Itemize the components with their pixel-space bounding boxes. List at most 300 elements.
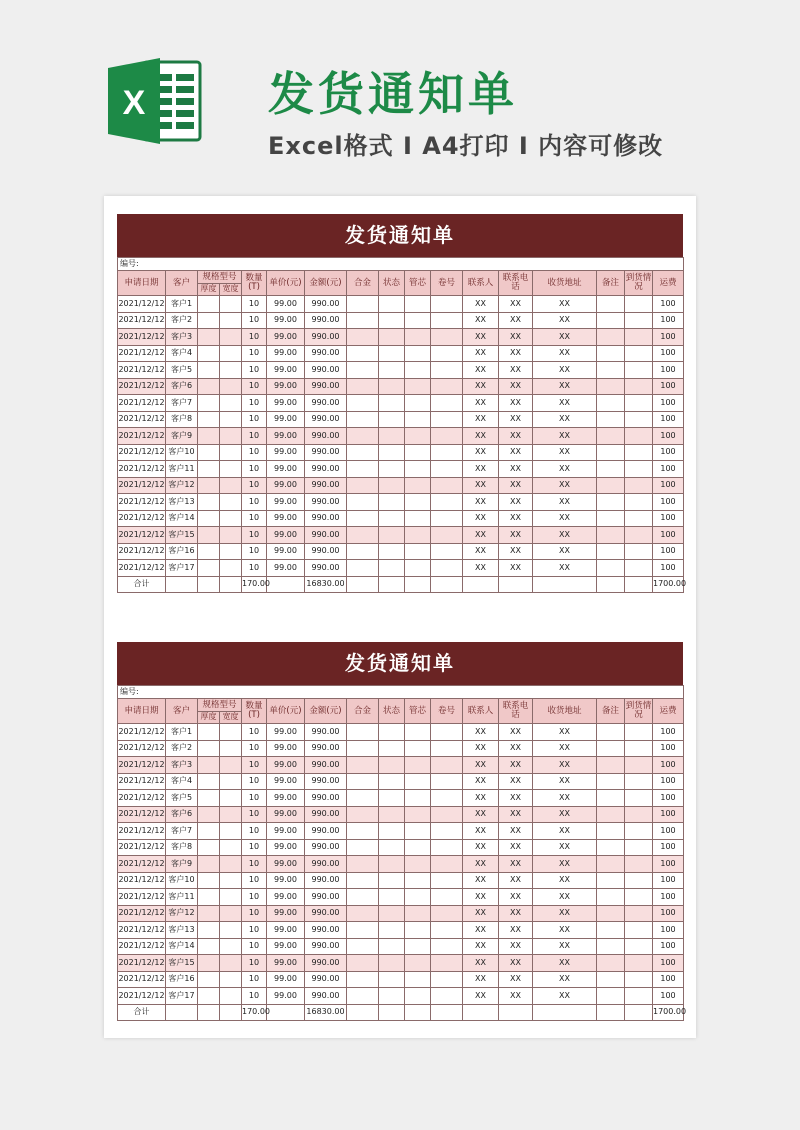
cell-roll-no[interactable] — [431, 477, 463, 494]
cell-amount[interactable]: 990.00 — [305, 955, 347, 972]
cell-phone[interactable]: XX — [499, 740, 533, 757]
cell-phone[interactable]: XX — [499, 905, 533, 922]
cell-arrival[interactable] — [625, 312, 653, 329]
cell-address[interactable]: XX — [533, 971, 597, 988]
cell-date[interactable]: 2021/12/12 — [118, 823, 166, 840]
cell-address[interactable]: XX — [533, 988, 597, 1005]
cell-width[interactable] — [220, 724, 242, 741]
total-width[interactable] — [220, 1004, 242, 1021]
cell-width[interactable] — [220, 395, 242, 412]
total-label[interactable]: 合计 — [118, 576, 166, 593]
cell-contact[interactable]: XX — [463, 444, 499, 461]
cell-roll-no[interactable] — [431, 856, 463, 873]
cell-thickness[interactable] — [198, 477, 220, 494]
cell-thickness[interactable] — [198, 444, 220, 461]
cell-amount[interactable]: 990.00 — [305, 740, 347, 757]
cell-status[interactable] — [379, 477, 405, 494]
cell-customer[interactable]: 客户5 — [166, 362, 198, 379]
cell-amount[interactable]: 990.00 — [305, 790, 347, 807]
cell-roll-no[interactable] — [431, 740, 463, 757]
cell-contact[interactable]: XX — [463, 543, 499, 560]
cell-remark[interactable] — [597, 312, 625, 329]
cell-date[interactable]: 2021/12/12 — [118, 428, 166, 445]
cell-freight[interactable]: 100 — [653, 955, 684, 972]
cell-alloy[interactable] — [347, 856, 379, 873]
cell-roll-no[interactable] — [431, 790, 463, 807]
cell-qty[interactable]: 10 — [242, 988, 267, 1005]
cell-customer[interactable]: 客户11 — [166, 889, 198, 906]
cell-thickness[interactable] — [198, 773, 220, 790]
cell-amount[interactable]: 990.00 — [305, 428, 347, 445]
cell-phone[interactable]: XX — [499, 345, 533, 362]
cell-core[interactable] — [405, 362, 431, 379]
cell-amount[interactable]: 990.00 — [305, 938, 347, 955]
cell-status[interactable] — [379, 543, 405, 560]
cell-thickness[interactable] — [198, 922, 220, 939]
cell-alloy[interactable] — [347, 757, 379, 774]
cell-contact[interactable]: XX — [463, 856, 499, 873]
cell-amount[interactable]: 990.00 — [305, 395, 347, 412]
cell-price[interactable]: 99.00 — [267, 345, 305, 362]
cell-remark[interactable] — [597, 543, 625, 560]
cell-date[interactable]: 2021/12/12 — [118, 510, 166, 527]
total-roll-no[interactable] — [431, 1004, 463, 1021]
cell-phone[interactable]: XX — [499, 510, 533, 527]
cell-date[interactable]: 2021/12/12 — [118, 922, 166, 939]
cell-date[interactable]: 2021/12/12 — [118, 905, 166, 922]
cell-thickness[interactable] — [198, 724, 220, 741]
cell-address[interactable]: XX — [533, 329, 597, 346]
cell-alloy[interactable] — [347, 444, 379, 461]
cell-remark[interactable] — [597, 889, 625, 906]
cell-roll-no[interactable] — [431, 312, 463, 329]
cell-qty[interactable]: 10 — [242, 872, 267, 889]
total-label[interactable]: 合计 — [118, 1004, 166, 1021]
cell-amount[interactable]: 990.00 — [305, 806, 347, 823]
cell-date[interactable]: 2021/12/12 — [118, 955, 166, 972]
cell-remark[interactable] — [597, 938, 625, 955]
cell-status[interactable] — [379, 329, 405, 346]
cell-core[interactable] — [405, 740, 431, 757]
cell-qty[interactable]: 10 — [242, 856, 267, 873]
cell-arrival[interactable] — [625, 889, 653, 906]
cell-price[interactable]: 99.00 — [267, 856, 305, 873]
cell-arrival[interactable] — [625, 872, 653, 889]
cell-freight[interactable]: 100 — [653, 988, 684, 1005]
cell-phone[interactable]: XX — [499, 296, 533, 313]
cell-qty[interactable]: 10 — [242, 740, 267, 757]
cell-arrival[interactable] — [625, 461, 653, 478]
total-amount[interactable]: 16830.00 — [305, 576, 347, 593]
cell-customer[interactable]: 客户9 — [166, 428, 198, 445]
cell-contact[interactable]: XX — [463, 988, 499, 1005]
cell-amount[interactable]: 990.00 — [305, 560, 347, 577]
cell-status[interactable] — [379, 411, 405, 428]
cell-remark[interactable] — [597, 296, 625, 313]
cell-width[interactable] — [220, 296, 242, 313]
cell-price[interactable]: 99.00 — [267, 477, 305, 494]
cell-freight[interactable]: 100 — [653, 312, 684, 329]
cell-alloy[interactable] — [347, 955, 379, 972]
cell-width[interactable] — [220, 988, 242, 1005]
cell-alloy[interactable] — [347, 839, 379, 856]
cell-core[interactable] — [405, 428, 431, 445]
cell-arrival[interactable] — [625, 938, 653, 955]
cell-date[interactable]: 2021/12/12 — [118, 543, 166, 560]
cell-arrival[interactable] — [625, 510, 653, 527]
cell-customer[interactable]: 客户17 — [166, 560, 198, 577]
total-thickness[interactable] — [198, 1004, 220, 1021]
cell-amount[interactable]: 990.00 — [305, 988, 347, 1005]
cell-qty[interactable]: 10 — [242, 806, 267, 823]
cell-core[interactable] — [405, 494, 431, 511]
cell-amount[interactable]: 990.00 — [305, 494, 347, 511]
cell-price[interactable]: 99.00 — [267, 378, 305, 395]
cell-price[interactable]: 99.00 — [267, 988, 305, 1005]
cell-contact[interactable]: XX — [463, 872, 499, 889]
cell-qty[interactable]: 10 — [242, 724, 267, 741]
cell-price[interactable]: 99.00 — [267, 922, 305, 939]
cell-qty[interactable]: 10 — [242, 411, 267, 428]
cell-date[interactable]: 2021/12/12 — [118, 790, 166, 807]
cell-address[interactable]: XX — [533, 889, 597, 906]
cell-alloy[interactable] — [347, 461, 379, 478]
cell-qty[interactable]: 10 — [242, 773, 267, 790]
cell-roll-no[interactable] — [431, 938, 463, 955]
cell-price[interactable]: 99.00 — [267, 955, 305, 972]
cell-address[interactable]: XX — [533, 527, 597, 544]
cell-address[interactable]: XX — [533, 560, 597, 577]
cell-price[interactable]: 99.00 — [267, 296, 305, 313]
cell-amount[interactable]: 990.00 — [305, 757, 347, 774]
cell-roll-no[interactable] — [431, 329, 463, 346]
cell-remark[interactable] — [597, 757, 625, 774]
cell-amount[interactable]: 990.00 — [305, 296, 347, 313]
cell-thickness[interactable] — [198, 296, 220, 313]
cell-price[interactable]: 99.00 — [267, 494, 305, 511]
cell-thickness[interactable] — [198, 345, 220, 362]
cell-contact[interactable]: XX — [463, 560, 499, 577]
cell-thickness[interactable] — [198, 494, 220, 511]
cell-freight[interactable]: 100 — [653, 444, 684, 461]
total-arrival[interactable] — [625, 576, 653, 593]
cell-freight[interactable]: 100 — [653, 395, 684, 412]
cell-customer[interactable]: 客户11 — [166, 461, 198, 478]
cell-qty[interactable]: 10 — [242, 839, 267, 856]
cell-remark[interactable] — [597, 527, 625, 544]
cell-amount[interactable]: 990.00 — [305, 527, 347, 544]
cell-alloy[interactable] — [347, 790, 379, 807]
total-width[interactable] — [220, 576, 242, 593]
cell-core[interactable] — [405, 773, 431, 790]
cell-core[interactable] — [405, 839, 431, 856]
cell-width[interactable] — [220, 790, 242, 807]
cell-customer[interactable]: 客户15 — [166, 527, 198, 544]
cell-qty[interactable]: 10 — [242, 955, 267, 972]
cell-contact[interactable]: XX — [463, 922, 499, 939]
cell-date[interactable]: 2021/12/12 — [118, 740, 166, 757]
cell-contact[interactable]: XX — [463, 773, 499, 790]
cell-customer[interactable]: 客户4 — [166, 773, 198, 790]
cell-freight[interactable]: 100 — [653, 922, 684, 939]
cell-remark[interactable] — [597, 773, 625, 790]
cell-core[interactable] — [405, 724, 431, 741]
cell-price[interactable]: 99.00 — [267, 329, 305, 346]
total-qty[interactable]: 170.00 — [242, 576, 267, 593]
cell-price[interactable]: 99.00 — [267, 312, 305, 329]
cell-freight[interactable]: 100 — [653, 740, 684, 757]
cell-amount[interactable]: 990.00 — [305, 411, 347, 428]
cell-phone[interactable]: XX — [499, 889, 533, 906]
cell-width[interactable] — [220, 773, 242, 790]
cell-roll-no[interactable] — [431, 757, 463, 774]
cell-customer[interactable]: 客户16 — [166, 971, 198, 988]
total-status[interactable] — [379, 576, 405, 593]
cell-price[interactable]: 99.00 — [267, 971, 305, 988]
cell-contact[interactable]: XX — [463, 527, 499, 544]
cell-address[interactable]: XX — [533, 345, 597, 362]
total-qty[interactable]: 170.00 — [242, 1004, 267, 1021]
cell-alloy[interactable] — [347, 740, 379, 757]
cell-status[interactable] — [379, 461, 405, 478]
cell-thickness[interactable] — [198, 757, 220, 774]
cell-amount[interactable]: 990.00 — [305, 543, 347, 560]
cell-width[interactable] — [220, 411, 242, 428]
cell-roll-no[interactable] — [431, 889, 463, 906]
cell-price[interactable]: 99.00 — [267, 839, 305, 856]
cell-width[interactable] — [220, 494, 242, 511]
cell-width[interactable] — [220, 856, 242, 873]
cell-core[interactable] — [405, 527, 431, 544]
cell-width[interactable] — [220, 872, 242, 889]
cell-date[interactable]: 2021/12/12 — [118, 527, 166, 544]
total-contact[interactable] — [463, 1004, 499, 1021]
cell-price[interactable]: 99.00 — [267, 527, 305, 544]
cell-phone[interactable]: XX — [499, 527, 533, 544]
cell-customer[interactable]: 客户3 — [166, 757, 198, 774]
cell-arrival[interactable] — [625, 856, 653, 873]
cell-width[interactable] — [220, 806, 242, 823]
cell-alloy[interactable] — [347, 477, 379, 494]
cell-phone[interactable]: XX — [499, 806, 533, 823]
cell-freight[interactable]: 100 — [653, 839, 684, 856]
cell-alloy[interactable] — [347, 378, 379, 395]
cell-status[interactable] — [379, 790, 405, 807]
cell-freight[interactable]: 100 — [653, 362, 684, 379]
cell-phone[interactable]: XX — [499, 757, 533, 774]
cell-width[interactable] — [220, 428, 242, 445]
cell-amount[interactable]: 990.00 — [305, 773, 347, 790]
cell-phone[interactable]: XX — [499, 773, 533, 790]
cell-remark[interactable] — [597, 955, 625, 972]
cell-core[interactable] — [405, 296, 431, 313]
cell-core[interactable] — [405, 395, 431, 412]
cell-status[interactable] — [379, 724, 405, 741]
cell-alloy[interactable] — [347, 773, 379, 790]
cell-phone[interactable]: XX — [499, 395, 533, 412]
cell-date[interactable]: 2021/12/12 — [118, 395, 166, 412]
cell-core[interactable] — [405, 329, 431, 346]
cell-date[interactable]: 2021/12/12 — [118, 806, 166, 823]
cell-phone[interactable]: XX — [499, 971, 533, 988]
cell-amount[interactable]: 990.00 — [305, 889, 347, 906]
cell-customer[interactable]: 客户3 — [166, 329, 198, 346]
cell-remark[interactable] — [597, 740, 625, 757]
cell-customer[interactable]: 客户4 — [166, 345, 198, 362]
cell-address[interactable]: XX — [533, 477, 597, 494]
cell-contact[interactable]: XX — [463, 510, 499, 527]
cell-core[interactable] — [405, 806, 431, 823]
cell-phone[interactable]: XX — [499, 560, 533, 577]
cell-roll-no[interactable] — [431, 543, 463, 560]
cell-contact[interactable]: XX — [463, 428, 499, 445]
cell-date[interactable]: 2021/12/12 — [118, 839, 166, 856]
total-arrival[interactable] — [625, 1004, 653, 1021]
cell-qty[interactable]: 10 — [242, 889, 267, 906]
cell-phone[interactable]: XX — [499, 790, 533, 807]
cell-date[interactable]: 2021/12/12 — [118, 757, 166, 774]
cell-alloy[interactable] — [347, 411, 379, 428]
cell-date[interactable]: 2021/12/12 — [118, 872, 166, 889]
cell-address[interactable]: XX — [533, 461, 597, 478]
cell-arrival[interactable] — [625, 988, 653, 1005]
cell-contact[interactable]: XX — [463, 378, 499, 395]
cell-roll-no[interactable] — [431, 872, 463, 889]
total-address[interactable] — [533, 1004, 597, 1021]
cell-date[interactable]: 2021/12/12 — [118, 971, 166, 988]
cell-address[interactable]: XX — [533, 938, 597, 955]
cell-core[interactable] — [405, 790, 431, 807]
cell-amount[interactable]: 990.00 — [305, 477, 347, 494]
cell-arrival[interactable] — [625, 428, 653, 445]
cell-freight[interactable]: 100 — [653, 428, 684, 445]
cell-customer[interactable]: 客户2 — [166, 312, 198, 329]
cell-thickness[interactable] — [198, 461, 220, 478]
cell-remark[interactable] — [597, 494, 625, 511]
cell-freight[interactable]: 100 — [653, 461, 684, 478]
cell-contact[interactable]: XX — [463, 955, 499, 972]
cell-width[interactable] — [220, 905, 242, 922]
total-status[interactable] — [379, 1004, 405, 1021]
cell-remark[interactable] — [597, 329, 625, 346]
cell-remark[interactable] — [597, 444, 625, 461]
cell-status[interactable] — [379, 806, 405, 823]
cell-roll-no[interactable] — [431, 378, 463, 395]
cell-date[interactable]: 2021/12/12 — [118, 362, 166, 379]
cell-customer[interactable]: 客户7 — [166, 823, 198, 840]
cell-amount[interactable]: 990.00 — [305, 362, 347, 379]
cell-price[interactable]: 99.00 — [267, 889, 305, 906]
cell-contact[interactable]: XX — [463, 938, 499, 955]
cell-contact[interactable]: XX — [463, 345, 499, 362]
cell-customer[interactable]: 客户8 — [166, 839, 198, 856]
cell-thickness[interactable] — [198, 823, 220, 840]
cell-customer[interactable]: 客户6 — [166, 378, 198, 395]
cell-qty[interactable]: 10 — [242, 296, 267, 313]
cell-phone[interactable]: XX — [499, 543, 533, 560]
cell-status[interactable] — [379, 872, 405, 889]
cell-amount[interactable]: 990.00 — [305, 839, 347, 856]
cell-remark[interactable] — [597, 395, 625, 412]
cell-address[interactable]: XX — [533, 395, 597, 412]
cell-address[interactable]: XX — [533, 806, 597, 823]
cell-core[interactable] — [405, 938, 431, 955]
cell-freight[interactable]: 100 — [653, 329, 684, 346]
cell-freight[interactable]: 100 — [653, 889, 684, 906]
cell-qty[interactable]: 10 — [242, 543, 267, 560]
cell-core[interactable] — [405, 889, 431, 906]
cell-arrival[interactable] — [625, 740, 653, 757]
cell-arrival[interactable] — [625, 905, 653, 922]
cell-amount[interactable]: 990.00 — [305, 971, 347, 988]
cell-roll-no[interactable] — [431, 444, 463, 461]
cell-core[interactable] — [405, 971, 431, 988]
cell-width[interactable] — [220, 740, 242, 757]
cell-freight[interactable]: 100 — [653, 724, 684, 741]
cell-remark[interactable] — [597, 378, 625, 395]
cell-customer[interactable]: 客户13 — [166, 494, 198, 511]
total-customer[interactable] — [166, 576, 198, 593]
cell-freight[interactable]: 100 — [653, 345, 684, 362]
cell-address[interactable]: XX — [533, 312, 597, 329]
cell-price[interactable]: 99.00 — [267, 395, 305, 412]
cell-core[interactable] — [405, 988, 431, 1005]
cell-freight[interactable]: 100 — [653, 378, 684, 395]
cell-arrival[interactable] — [625, 955, 653, 972]
cell-customer[interactable]: 客户10 — [166, 872, 198, 889]
cell-price[interactable]: 99.00 — [267, 905, 305, 922]
cell-phone[interactable]: XX — [499, 724, 533, 741]
cell-alloy[interactable] — [347, 296, 379, 313]
cell-arrival[interactable] — [625, 345, 653, 362]
cell-alloy[interactable] — [347, 510, 379, 527]
cell-status[interactable] — [379, 560, 405, 577]
cell-core[interactable] — [405, 757, 431, 774]
cell-price[interactable]: 99.00 — [267, 543, 305, 560]
cell-phone[interactable]: XX — [499, 839, 533, 856]
cell-amount[interactable]: 990.00 — [305, 823, 347, 840]
cell-arrival[interactable] — [625, 724, 653, 741]
cell-core[interactable] — [405, 560, 431, 577]
cell-address[interactable]: XX — [533, 839, 597, 856]
cell-width[interactable] — [220, 510, 242, 527]
cell-date[interactable]: 2021/12/12 — [118, 461, 166, 478]
cell-roll-no[interactable] — [431, 971, 463, 988]
cell-customer[interactable]: 客户9 — [166, 856, 198, 873]
cell-alloy[interactable] — [347, 872, 379, 889]
cell-date[interactable]: 2021/12/12 — [118, 560, 166, 577]
cell-price[interactable]: 99.00 — [267, 872, 305, 889]
cell-phone[interactable]: XX — [499, 461, 533, 478]
cell-qty[interactable]: 10 — [242, 444, 267, 461]
cell-qty[interactable]: 10 — [242, 922, 267, 939]
cell-core[interactable] — [405, 872, 431, 889]
cell-qty[interactable]: 10 — [242, 395, 267, 412]
cell-price[interactable]: 99.00 — [267, 510, 305, 527]
cell-core[interactable] — [405, 411, 431, 428]
cell-price[interactable]: 99.00 — [267, 740, 305, 757]
cell-price[interactable]: 99.00 — [267, 444, 305, 461]
cell-alloy[interactable] — [347, 395, 379, 412]
cell-contact[interactable]: XX — [463, 362, 499, 379]
cell-contact[interactable]: XX — [463, 790, 499, 807]
cell-amount[interactable]: 990.00 — [305, 510, 347, 527]
cell-address[interactable]: XX — [533, 872, 597, 889]
cell-status[interactable] — [379, 428, 405, 445]
cell-contact[interactable]: XX — [463, 312, 499, 329]
cell-thickness[interactable] — [198, 955, 220, 972]
cell-core[interactable] — [405, 312, 431, 329]
